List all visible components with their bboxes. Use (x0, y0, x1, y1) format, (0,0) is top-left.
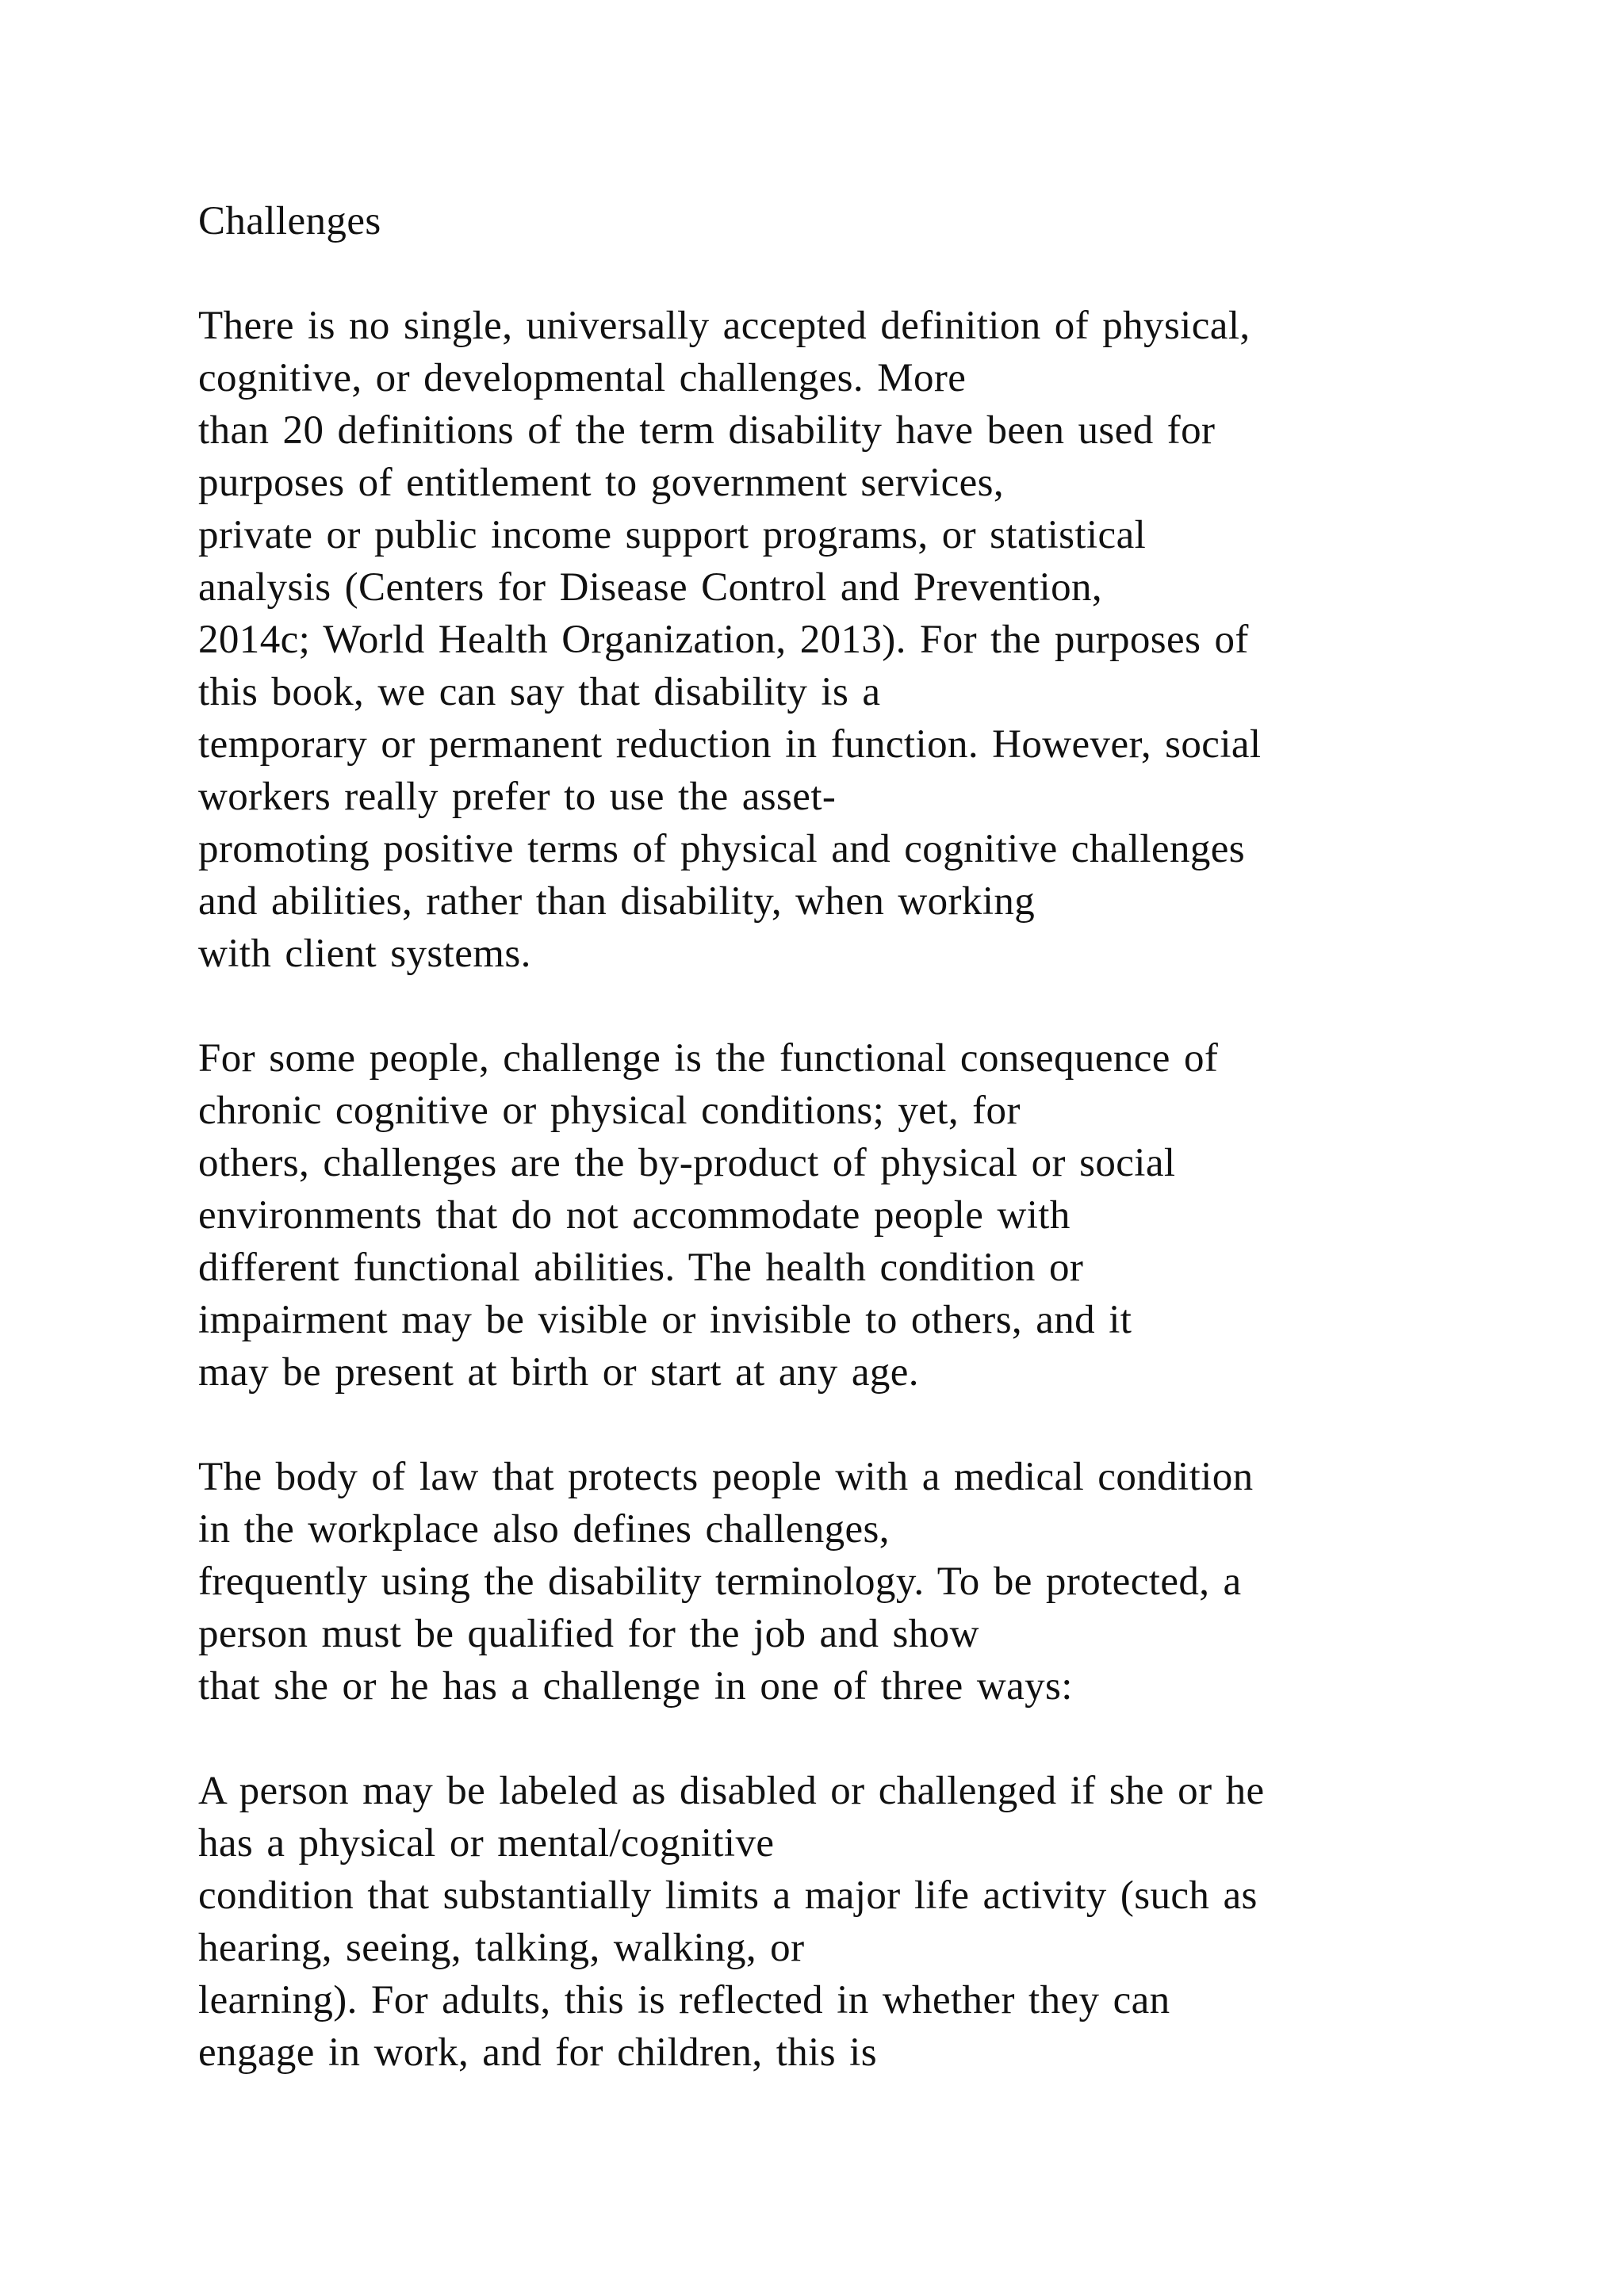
text-line: learning). For adults, this is reflected in whether they can (198, 1978, 1170, 2022)
text-line: The body of law that protects people with a medical condition (198, 1455, 1254, 1499)
text-line: 2014c; World Health Organization, 2013). For the purposes of (198, 618, 1249, 662)
paragraph-gap (198, 980, 1507, 1032)
text-line: frequently using the disability terminology. To be protected, a (198, 1559, 1242, 1604)
text-line: this book, we can say that disability is a (198, 670, 881, 714)
text-line: A person may be labeled as disabled or challenged if she or he (198, 1769, 1265, 1813)
text-line: chronic cognitive or physical conditions; yet, for (198, 1089, 1021, 1133)
document-body (198, 195, 1507, 2079)
text-line: purposes of entitlement to government services, (198, 461, 1005, 505)
text-line: may be present at birth or start at any age. (198, 1350, 919, 1395)
text-line: and abilities, rather than disability, when working (198, 879, 1036, 924)
text-line: workers really prefer to use the asset- (198, 775, 837, 819)
paragraph-gap (198, 1399, 1507, 1451)
text-line: impairment may be visible or invisible to others, and it (198, 1298, 1132, 1342)
text-line: environments that do not accommodate people with (198, 1193, 1071, 1238)
text-line: different functional abilities. The health condition or (198, 1246, 1084, 1290)
text-line: For some people, challenge is the functional consequence of (198, 1036, 1219, 1081)
text-line: There is no single, universally accepted definition of physical, (198, 304, 1251, 348)
paragraph-gap (198, 247, 1507, 300)
text-line: others, challenges are the by-product of physical or social (198, 1141, 1176, 1185)
text-line: temporary or permanent reduction in function. However, social (198, 722, 1262, 767)
text-line: analysis (Centers for Disease Control and Prevention, (198, 565, 1103, 610)
text-line: in the workplace also defines challenges, (198, 1507, 890, 1552)
text-line: cognitive, or developmental challenges. More (198, 356, 967, 400)
text-line: has a physical or mental/cognitive (198, 1821, 775, 1866)
text-line: with client systems. (198, 932, 531, 976)
paragraph-definition (198, 300, 1507, 980)
text-line: than 20 definitions of the term disability have been used for (198, 408, 1216, 453)
paragraph-functional-consequence (198, 1032, 1507, 1399)
text-line: promoting positive terms of physical and cognitive challenges (198, 827, 1246, 871)
paragraph-labeled-disabled (198, 1765, 1507, 2079)
text-line: hearing, seeing, talking, walking, or (198, 1926, 805, 1970)
text-line: person must be qualified for the job and show (198, 1612, 979, 1656)
text-line: engage in work, and for children, this is (198, 2030, 877, 2075)
text-line: condition that substantially limits a major life activity (such as (198, 1873, 1258, 1918)
paragraph-body-of-law (198, 1451, 1507, 1712)
document-heading: Challenges (198, 199, 381, 243)
text-line: that she or he has a challenge in one of three ways: (198, 1664, 1073, 1709)
paragraph-gap (198, 1712, 1507, 1765)
text-line: private or public income support programs, or statistical (198, 513, 1147, 557)
